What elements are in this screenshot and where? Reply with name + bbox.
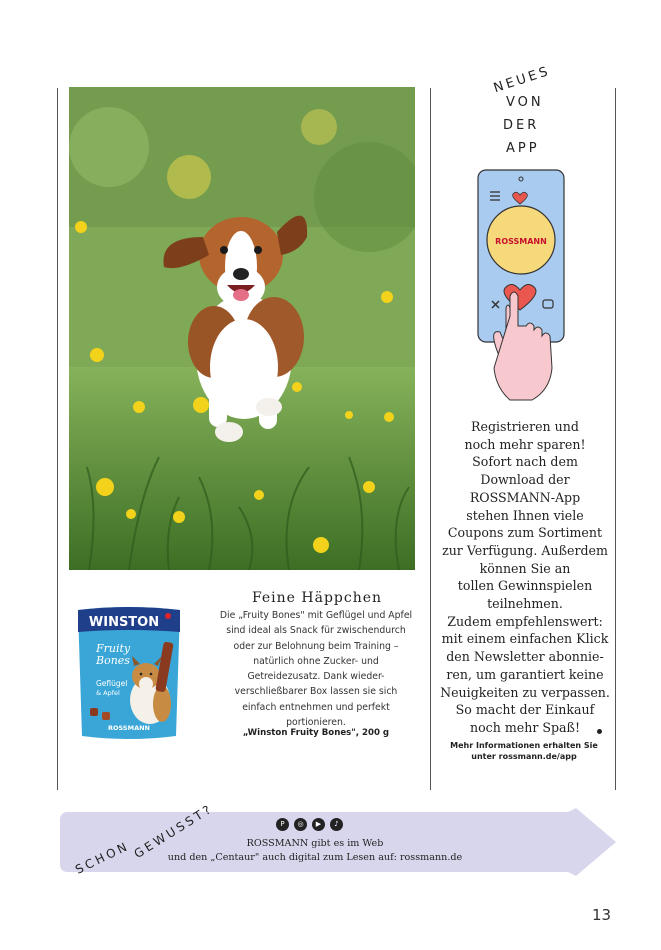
- phone-app-illustration: [470, 168, 580, 408]
- headline-word-der: DER: [503, 118, 540, 133]
- social-icons: [276, 818, 343, 831]
- left-column-rule: [57, 88, 58, 790]
- product-title: Feine Häppchen: [251, 590, 383, 606]
- product-name: „Winston Fruity Bones", 200 g: [242, 728, 390, 738]
- page-number: 13: [592, 906, 612, 924]
- schon-gewusst-label: [56, 780, 226, 890]
- banner-word-gewusst: GEWUSST?: [131, 801, 216, 862]
- tiktok-icon[interactable]: ♪: [330, 818, 343, 831]
- headline-word-von: VON: [506, 95, 544, 110]
- neues-von-der-app-headline: [470, 60, 580, 160]
- banner-web-text: ROSSMANN gibt es im Web: [246, 838, 384, 849]
- right-column-rule: [615, 88, 616, 790]
- middle-column-rule: [430, 88, 431, 790]
- youtube-icon[interactable]: ▶: [312, 818, 325, 831]
- svg-text:Geflügel: Geflügel: [96, 679, 128, 688]
- product-description: Die „Fruity Bones" mit Geflügel und Apfel sind ideal als Snack für zwischendurch oder zur Belohnung beim Training – natürlich ohne Zucker- und Getreidezusatz. Dank wieder-verschließbarer Box lassen sie sich einfach entnehmen und perfekt portionieren.: [219, 610, 413, 729]
- end-bullet: [597, 729, 602, 734]
- svg-text:ROSSMANN: ROSSMANN: [108, 724, 150, 732]
- app-description: Registrieren und noch mehr sparen! Sofort nach dem Download der ROSSMANN-App stehen Ihnen viele Coupons zum Sortiment zur Verfügung. Außerdem können Sie an tollen Gewinnspielen teilnehmen. Zudem empfehlenswert: mit einem einfachen Klick den Newsletter abonnie- ren, um garantiert keine Neuigkeiten zu verpassen. So macht der Einkauf noch mehr Spaß!: [440, 419, 610, 735]
- beagle-running-photo: [69, 87, 415, 570]
- headline-word-app: APP: [506, 141, 540, 156]
- headline-word-neues: NEUES: [491, 63, 553, 97]
- svg-text:& Apfel: & Apfel: [96, 689, 120, 697]
- banner-word-schon: SCHON: [73, 838, 132, 877]
- phone-rossmann-logo: ROSSMANN: [495, 237, 547, 246]
- more-info-note: Mehr Informationen erhalten Sie unter rossmann.de/app: [450, 741, 598, 761]
- instagram-icon[interactable]: ◎: [294, 818, 307, 831]
- package-brand: WINSTON: [88, 615, 160, 630]
- svg-text:Bones: Bones: [96, 654, 130, 667]
- pinterest-icon[interactable]: P: [276, 818, 289, 831]
- svg-text:Fruity: Fruity: [96, 642, 131, 655]
- winston-fruity-bones-package: [74, 604, 184, 742]
- banner-digital-text: und den „Centaur" auch digital zum Lesen auf: rossmann.de: [167, 852, 463, 863]
